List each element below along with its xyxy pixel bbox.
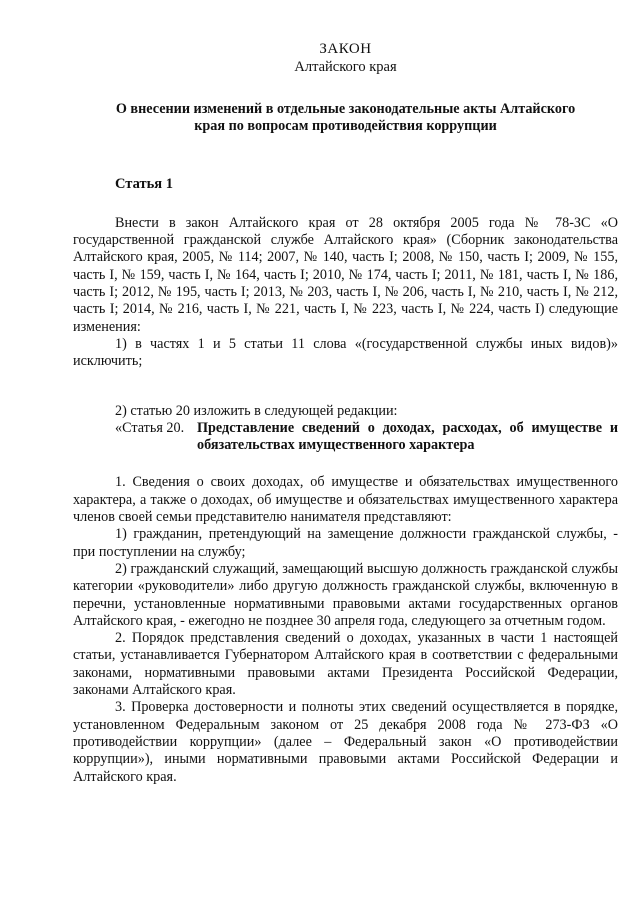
article-20-paragraph: 1) гражданин, претендующий на замещение должности гражданской службы, - при поступлении на службу;: [73, 526, 618, 560]
article-20-number: «Статья 20.: [115, 419, 185, 436]
article-1-item: 1) в частях 1 и 5 статьи 11 слова «(государственной службы иных видов)» исключить;: [73, 335, 618, 370]
article-20-title: Представление сведений о доходах, расходах, об имуществе и обязательствах имущественного характера: [197, 419, 618, 454]
article-1-heading: Статья 1: [115, 175, 173, 192]
article-1-paragraph: Внести в закон Алтайского края от 28 октября 2005 года № 78-ЗС «О государственной гражданской службе Алтайского края» (Сборник законодательства Алтайского края, 2005, № 114; 2007, № 140, часть I; 2008, № 150, часть I; 2009, № 155, часть I, № 159, часть I, № 164, часть I; 2010, № 174, часть I; 2011, № 181, часть I, № 186, часть I; 2012, № 195, часть I; 2013, № 203, часть I, № 206, часть I, № 210, часть I, № 212, часть I; 2014, № 216, часть I, № 221, часть I, № 223, часть I, № 224, часть I) следующие изменения:: [73, 214, 618, 335]
document-page: [73, 40, 618, 786]
article-20-paragraph: 1. Сведения о своих доходах, об имуществе и обязательствах имущественного характера, а также о доходах, об имуществе и обязательствах имущественного характера членов своей семьи представителю нанимателя представляют:: [73, 474, 618, 526]
article-1-item: 2) статью 20 изложить в следующей редакции:: [115, 402, 398, 419]
article-20-paragraph: 2. Порядок представления сведений о доходах, указанных в части 1 настоящей статьи, устанавливается Губернатором Алтайского края в соответствии с федеральными законами, нормативными правовыми актами Президента Российской Федерации, законами Алтайского края.: [73, 630, 618, 699]
document-region: Алтайского края: [294, 59, 397, 75]
document-title: О внесении изменений в отдельные законодательные акты Алтайского края по вопросам противодействия коррупции: [115, 101, 576, 135]
article-20-header: [115, 420, 618, 455]
article-20-paragraph: 3. Проверка достоверности и полноты этих сведений осуществляется в порядке, установленном Федеральным законом от 25 декабря 2008 года № 273-ФЗ «О противодействии коррупции» (далее – Федеральный закон «О противодействии коррупции»), иными нормативными правовыми актами Российской Федерации и Алтайского края.: [73, 699, 618, 785]
document-type: ЗАКОН: [319, 41, 372, 57]
article-20-paragraph: 2) гражданский служащий, замещающий высшую должность гражданской службы категории «руководители» либо другую должность гражданской службы, включенную в перечни, установленные нормативными правовыми актами государственных органов Алтайского края, - ежегодно не позднее 30 апреля года, следующего за отчетным годом.: [73, 560, 618, 629]
